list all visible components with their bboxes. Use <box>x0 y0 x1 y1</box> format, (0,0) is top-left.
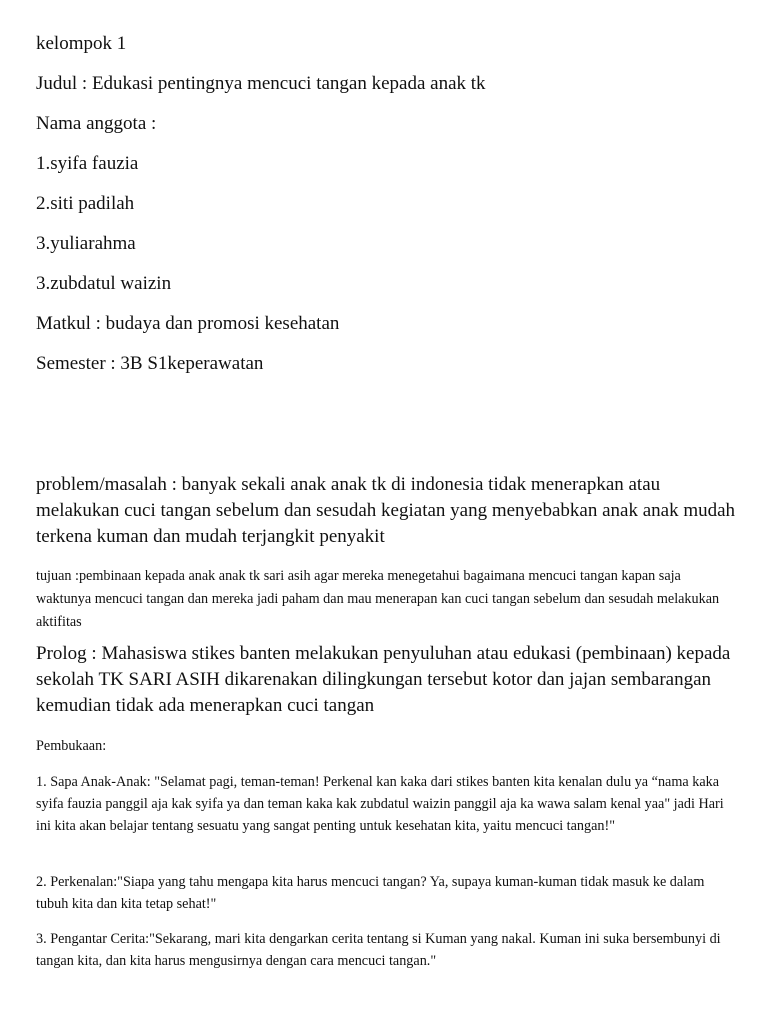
member-item: 2.siti padilah <box>36 193 135 214</box>
prolog-paragraph: Prolog : Mahasiswa stikes banten melakukan penyuluhan atau edukasi (pembinaan) kepada sekolah TK SARI ASIH dikarenakan dilingkungan tersebut kotor dan jajan sembarangan kemudian tidak ada menerapkan cuci tangan <box>36 643 731 716</box>
opening-step: 1. Sapa Anak-Anak: "Selamat pagi, teman-teman! Perkenal kan kaka dari stikes banten kita kenalan dulu ya “nama kaka syifa fauzia panggil aja kak syifa ya dan teman kaka kak zubdatul waizin panggil aja ka wawa salam kenal yaa" jadi Hari ini kita akan belajar tentang sesuatu yang sangat penting untuk kesehatan kita, yaitu mencuci tangan!" <box>36 774 724 834</box>
members-label: Nama anggota : <box>36 113 157 134</box>
group-label: kelompok 1 <box>36 33 127 54</box>
member-item: 3.yuliarahma <box>36 233 136 254</box>
opening-label: Pembukaan: <box>36 738 107 754</box>
member-item: 3.zubdatul waizin <box>36 273 172 294</box>
opening-step: 3. Pengantar Cerita:"Sekarang, mari kita dengarkan cerita tentang si Kuman yang nakal. Kuman ini suka bersembunyi di tangan kita, dan kita harus mengusirnya dengan cara mencuci tangan." <box>36 931 721 969</box>
opening-step: 2. Perkenalan:"Siapa yang tahu mengapa kita harus mencuci tangan? Ya, supaya kuman-kuman tidak masuk ke dalam tubuh kita dan kita tetap sehat!" <box>36 874 705 912</box>
problem-paragraph: problem/masalah : banyak sekali anak anak tk di indonesia tidak menerapkan atau melakukan cuci tangan sebelum dan sesudah kegiatan yang menyebabkan anak anak mudah terkena kuman dan mudah terjangkit penyakit <box>36 474 736 547</box>
course-line: Matkul : budaya dan promosi kesehatan <box>36 313 340 334</box>
goal-paragraph: tujuan :pembinaan kepada anak anak tk sari asih agar mereka menegetahui bagaimana mencuci tangan kapan saja waktunya mencuci tangan dan mereka jadi paham dan mau menerapan kan cuci tangan sebelum dan sesudah melakukan aktifitas <box>36 568 720 630</box>
document-title: Judul : Edukasi pentingnya mencuci tangan kepada anak tk <box>36 73 486 94</box>
semester-line: Semester : 3B S1keperawatan <box>36 353 264 374</box>
member-item: 1.syifa fauzia <box>36 153 139 174</box>
